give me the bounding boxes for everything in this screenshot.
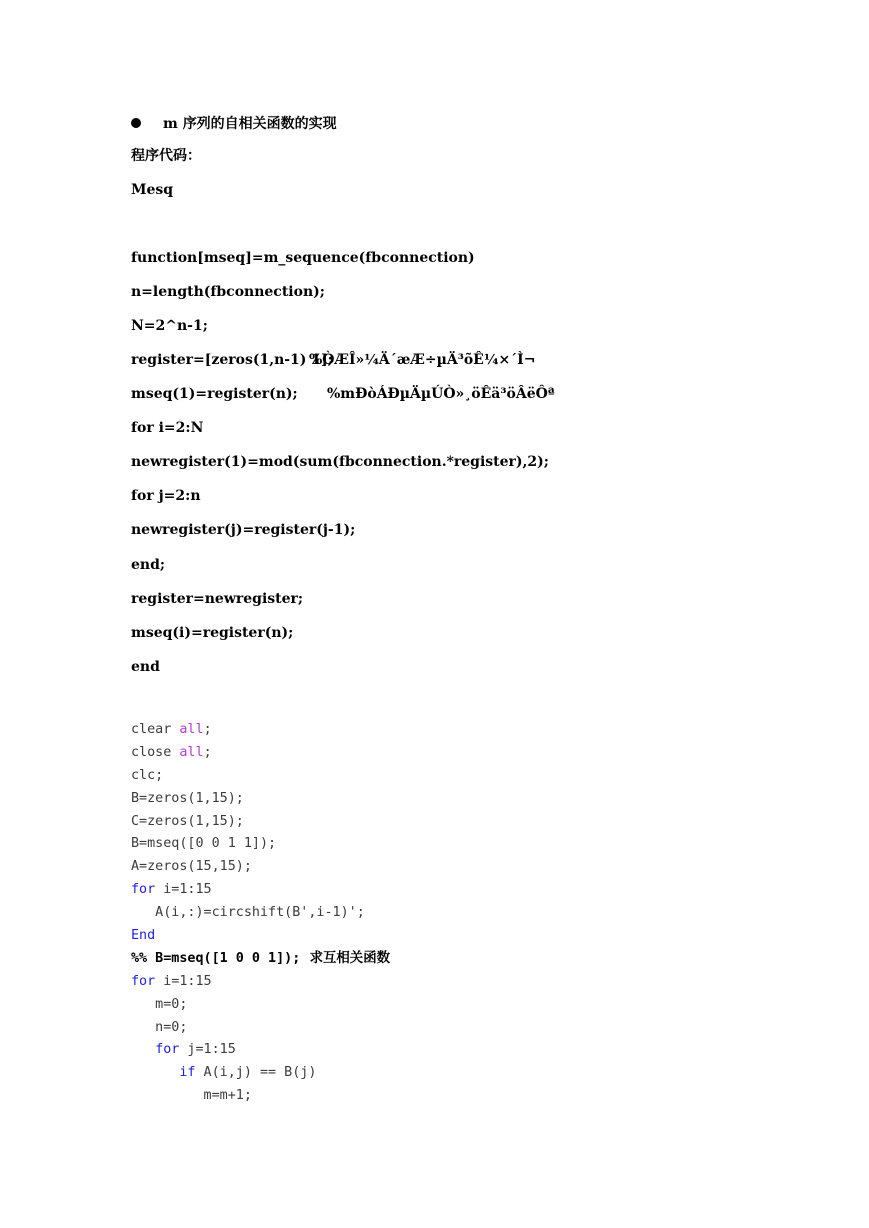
function-line-1: function[mseq]=m_sequence(fbconnection) xyxy=(131,250,475,266)
function-line-4: register=[zeros(1,n-1) 1]; xyxy=(131,352,333,368)
code-line xyxy=(131,948,390,971)
code-line: A(i,:)=circshift(B',i-1)'; xyxy=(131,905,365,921)
program-code-label: 程序代码： xyxy=(131,148,201,164)
function-line-2: n=length(fbconnection); xyxy=(131,284,325,300)
code-text: A(i,j) == B(j) xyxy=(195,1065,317,1081)
code-text: close xyxy=(131,744,180,760)
code-line xyxy=(131,1062,390,1085)
code-cell-marker: %% B=mseq([1 0 0 1]); xyxy=(131,950,301,966)
section-title: m 序列的自相关函数的实现 xyxy=(163,116,337,132)
bullet-icon xyxy=(131,118,141,128)
code-line xyxy=(131,719,390,742)
code-text: clear xyxy=(131,722,180,737)
code-line: clc; xyxy=(131,767,164,783)
code-text: ; xyxy=(203,744,212,760)
code-line: B=zeros(1,15); xyxy=(131,790,244,806)
code-indent xyxy=(131,1042,155,1057)
function-line-8: for j=2:n xyxy=(131,488,201,504)
code-keyword: for xyxy=(131,882,156,898)
code-text: i=1:15 xyxy=(155,973,212,989)
code-line xyxy=(131,925,390,948)
code-line: m=m+1; xyxy=(131,1088,252,1104)
code-keyword: for xyxy=(155,1042,180,1058)
code-text: j=1:15 xyxy=(179,1042,236,1058)
file-name-label: Mesq xyxy=(131,182,174,198)
garbled-comment-register: %ÒÆÎ»¼Ä´æÆ÷µÄ³õÊ¼×´Ì¬ xyxy=(309,352,536,368)
script-code-block xyxy=(131,719,390,1108)
code-keyword: for xyxy=(131,973,156,989)
function-line-11: register=newregister; xyxy=(131,591,304,607)
code-string: all xyxy=(179,744,204,760)
function-line-13: end xyxy=(131,659,160,675)
function-line-12: mseq(i)=register(n); xyxy=(131,625,294,641)
code-line xyxy=(131,879,390,902)
code-keyword: if xyxy=(179,1065,196,1081)
code-indent xyxy=(131,1065,179,1080)
code-text: ; xyxy=(203,722,212,737)
function-line-7: newregister(1)=mod(sum(fbconnection.*register),2); xyxy=(131,454,549,470)
code-keyword: End xyxy=(131,928,156,944)
code-cell-title: 求互相关函数 xyxy=(300,950,390,966)
function-line-9: newregister(j)=register(j-1); xyxy=(131,522,356,538)
garbled-comment-mseq1: %mÐòÁÐµÄµÚÒ»¸öÊä³öÂëÔª xyxy=(327,386,555,402)
code-line: m=0; xyxy=(131,996,188,1012)
code-line xyxy=(131,742,390,765)
code-line xyxy=(131,1039,390,1062)
code-line: C=zeros(1,15); xyxy=(131,813,244,829)
code-line: A=zeros(15,15); xyxy=(131,859,252,875)
function-line-6: for i=2:N xyxy=(131,420,204,436)
function-line-5: mseq(1)=register(n); xyxy=(131,386,298,402)
code-line xyxy=(131,971,390,994)
section-heading xyxy=(131,112,337,134)
code-string: all xyxy=(179,722,204,737)
function-line-3: N=2^n-1; xyxy=(131,318,208,334)
code-line: B=mseq([0 0 1 1]); xyxy=(131,836,277,852)
function-line-10: end; xyxy=(131,557,166,573)
code-text: i=1:15 xyxy=(155,882,212,898)
code-line: n=0; xyxy=(131,1019,188,1035)
